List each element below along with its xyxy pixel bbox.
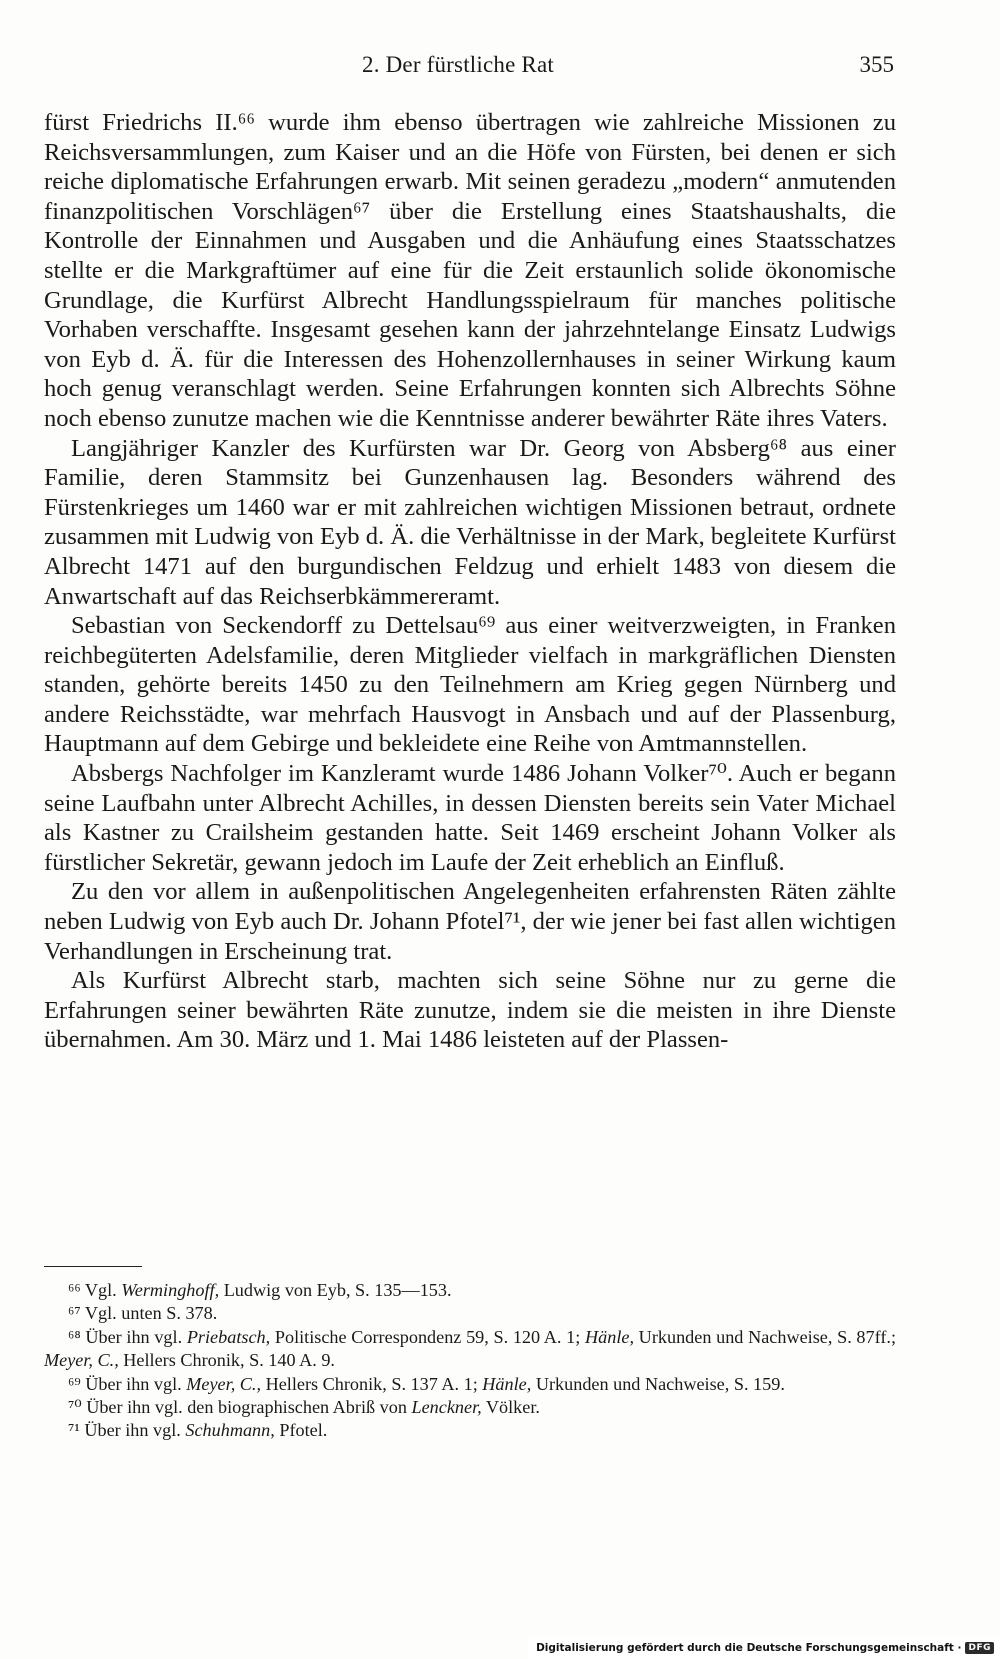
- paragraph-3: Sebastian von Seckendorff zu Dettelsau⁶⁹ aus einer weitverzweigten, in Franken reichbegüterten Adelsfamilie, deren Mitglieder vielfach in markgräflichen Diensten standen, gehörte bereits 1450 zu den Teilnehmern am Krieg gegen Nürnberg und andere Reichsstädte, war mehrfach Hausvogt in Ansbach und auf der Plassenburg, Hauptmann auf dem Gebirge und bekleidete eine Reihe von Amtmannstellen.: [44, 612, 896, 758]
- footnote-text: Über ihn vgl.: [80, 1326, 187, 1347]
- footnote-mark: ⁶⁷: [68, 1303, 81, 1324]
- footnote-text: Über ihn vgl.: [79, 1420, 186, 1441]
- footnote-author: Meyer, C.,: [186, 1373, 262, 1394]
- footnote-author: Hänle,: [585, 1326, 634, 1347]
- footnote-text: Völker.: [481, 1397, 540, 1418]
- footnote-author: Priebatsch,: [186, 1326, 271, 1347]
- footnote-author: Hänle,: [482, 1373, 532, 1394]
- footnote-mark: ⁶⁶: [68, 1280, 81, 1300]
- running-head: [44, 52, 894, 82]
- paragraph-1: fürst Friedrichs II.⁶⁶ wurde ihm ebenso übertragen wie zahlreiche Missionen zu Reichsversammlungen, zum Kaiser und an die Höfe von Fürsten, bei denen er sich reiche diplomatische Erfahrungen erwarb. Mit seinen geradezu „modern“ anmutenden finanzpolitischen Vorschlägen⁶⁷ über die Erstellung eines Staatshaushalts, die Kontrolle der Einnahmen und Ausgaben und die Anhäufung eines Staatsschatzes stellte er die Markgraftümer auf eine für die Zeit erstaunlich solide ökonomische Grundlage, die Kurfürst Albrecht Handlungsspielraum für manches politische Vorhaben verschaffte. Insgesamt gesehen kann der jahrzehntelange Einsatz Ludwigs von Eyb d. Ä. für die Interessen des Hohenzollernhauses in seiner Wirkung kaum hoch genug veranschlagt werden. Seine Erfahrungen konnten sich Albrechts Söhne noch ebenso zunutze machen wie die Kenntnisse anderer bewährter Räte ihres Vaters.: [44, 109, 896, 432]
- footnote-67: [44, 1302, 896, 1325]
- footnote-text: Hellers Chronik, S. 137 A. 1;: [261, 1373, 483, 1394]
- paragraph-2: Langjähriger Kanzler des Kurfürsten war Dr. Georg von Absberg⁶⁸ aus einer Familie, deren Stammsitz bei Gunzenhausen lag. Besonders während des Fürstenkrieges um 1460 war er mit zahlreichen wichtigen Missionen betraut, ordnete zusammen mit Ludwig von Eyb d. Ä. die Verhältnisse in der Mark, begleitete Kurfürst Albrecht 1471 auf den burgundischen Feldzug und erhielt 1483 von diesem die Anwartschaft auf das Reichserbkämmereramt.: [44, 434, 896, 610]
- footnote-text: Vgl.: [80, 1280, 122, 1300]
- footnote-author: Lenckner,: [411, 1397, 482, 1418]
- footnote-mark: ⁷¹: [68, 1420, 80, 1441]
- footnote-text: Über ihn vgl. den biographischen Abriß von: [81, 1397, 412, 1418]
- footnote-text: Über ihn vgl.: [80, 1373, 187, 1394]
- footnote-text: Urkunden und Nachweise, S. 87ff.;: [634, 1326, 897, 1347]
- paragraph-6: Als Kurfürst Albrecht starb, machten sich seine Söhne nur zu gerne die Erfahrungen seiner bewährten Räte zunutze, indem sie die meisten in ihre Dienste übernahmen. Am 30. März und 1. Mai 1486 leisteten auf der Plassen-: [44, 967, 896, 1054]
- footnote-author: Schuhmann,: [185, 1420, 275, 1441]
- footnote-mark: ⁶⁸: [68, 1326, 81, 1347]
- paragraph-4: Absbergs Nachfolger im Kanzleramt wurde 1486 Johann Volker⁷⁰. Auch er begann seine Laufbahn unter Albrecht Achilles, in dessen Diensten bereits sein Vater Michael als Kastner zu Crailsheim gestanden hatte. Seit 1469 erscheint Johann Volker als fürstlicher Sekretär, gewann jedoch im Laufe der Zeit erheblich an Einfluß.: [44, 760, 896, 876]
- page-number: 355: [859, 52, 894, 77]
- footnote-text: Politische Correspondenz 59, S. 120 A. 1;: [270, 1326, 585, 1347]
- footnote-author: Werminghoff,: [121, 1280, 220, 1300]
- footnote-mark: ⁶⁹: [68, 1373, 81, 1394]
- footnote-text: Vgl. unten S. 378.: [80, 1303, 218, 1324]
- digitization-note: Digitalisierung gefördert durch die Deutsche Forschungsgemeinschaft ·: [536, 1642, 962, 1654]
- paragraph-5: Zu den vor allem in außenpolitischen Angelegenheiten erfahrensten Räten zählte neben Ludwig von Eyb auch Dr. Johann Pfotel⁷¹, der wie jener bei fast allen wichtigen Verhandlungen in Erscheinung trat.: [44, 878, 896, 965]
- dfg-logo: DFG: [965, 1642, 994, 1654]
- footnote-text: Hellers Chronik, S. 140 A. 9.: [118, 1350, 335, 1371]
- footnote-68: [44, 1326, 896, 1373]
- footnotes: [44, 1279, 896, 1443]
- footnote-70: [44, 1396, 896, 1419]
- footnote-66: [44, 1279, 896, 1302]
- body-text: [44, 108, 896, 1055]
- footnote-text: Urkunden und Nachweise, S. 159.: [531, 1373, 785, 1394]
- footnote-69: [44, 1373, 896, 1396]
- footnote-separator: [44, 1266, 142, 1267]
- footnote-71: [44, 1419, 896, 1442]
- running-title: 2. Der fürstliche Rat: [362, 52, 554, 77]
- digitization-banner: [528, 1637, 1000, 1659]
- footnote-text: Pfotel.: [274, 1420, 328, 1441]
- footnote-author: Meyer, C.,: [44, 1350, 119, 1371]
- footnote-text: Ludwig von Eyb, S. 135—153.: [219, 1280, 452, 1300]
- footnote-mark: ⁷⁰: [68, 1397, 82, 1418]
